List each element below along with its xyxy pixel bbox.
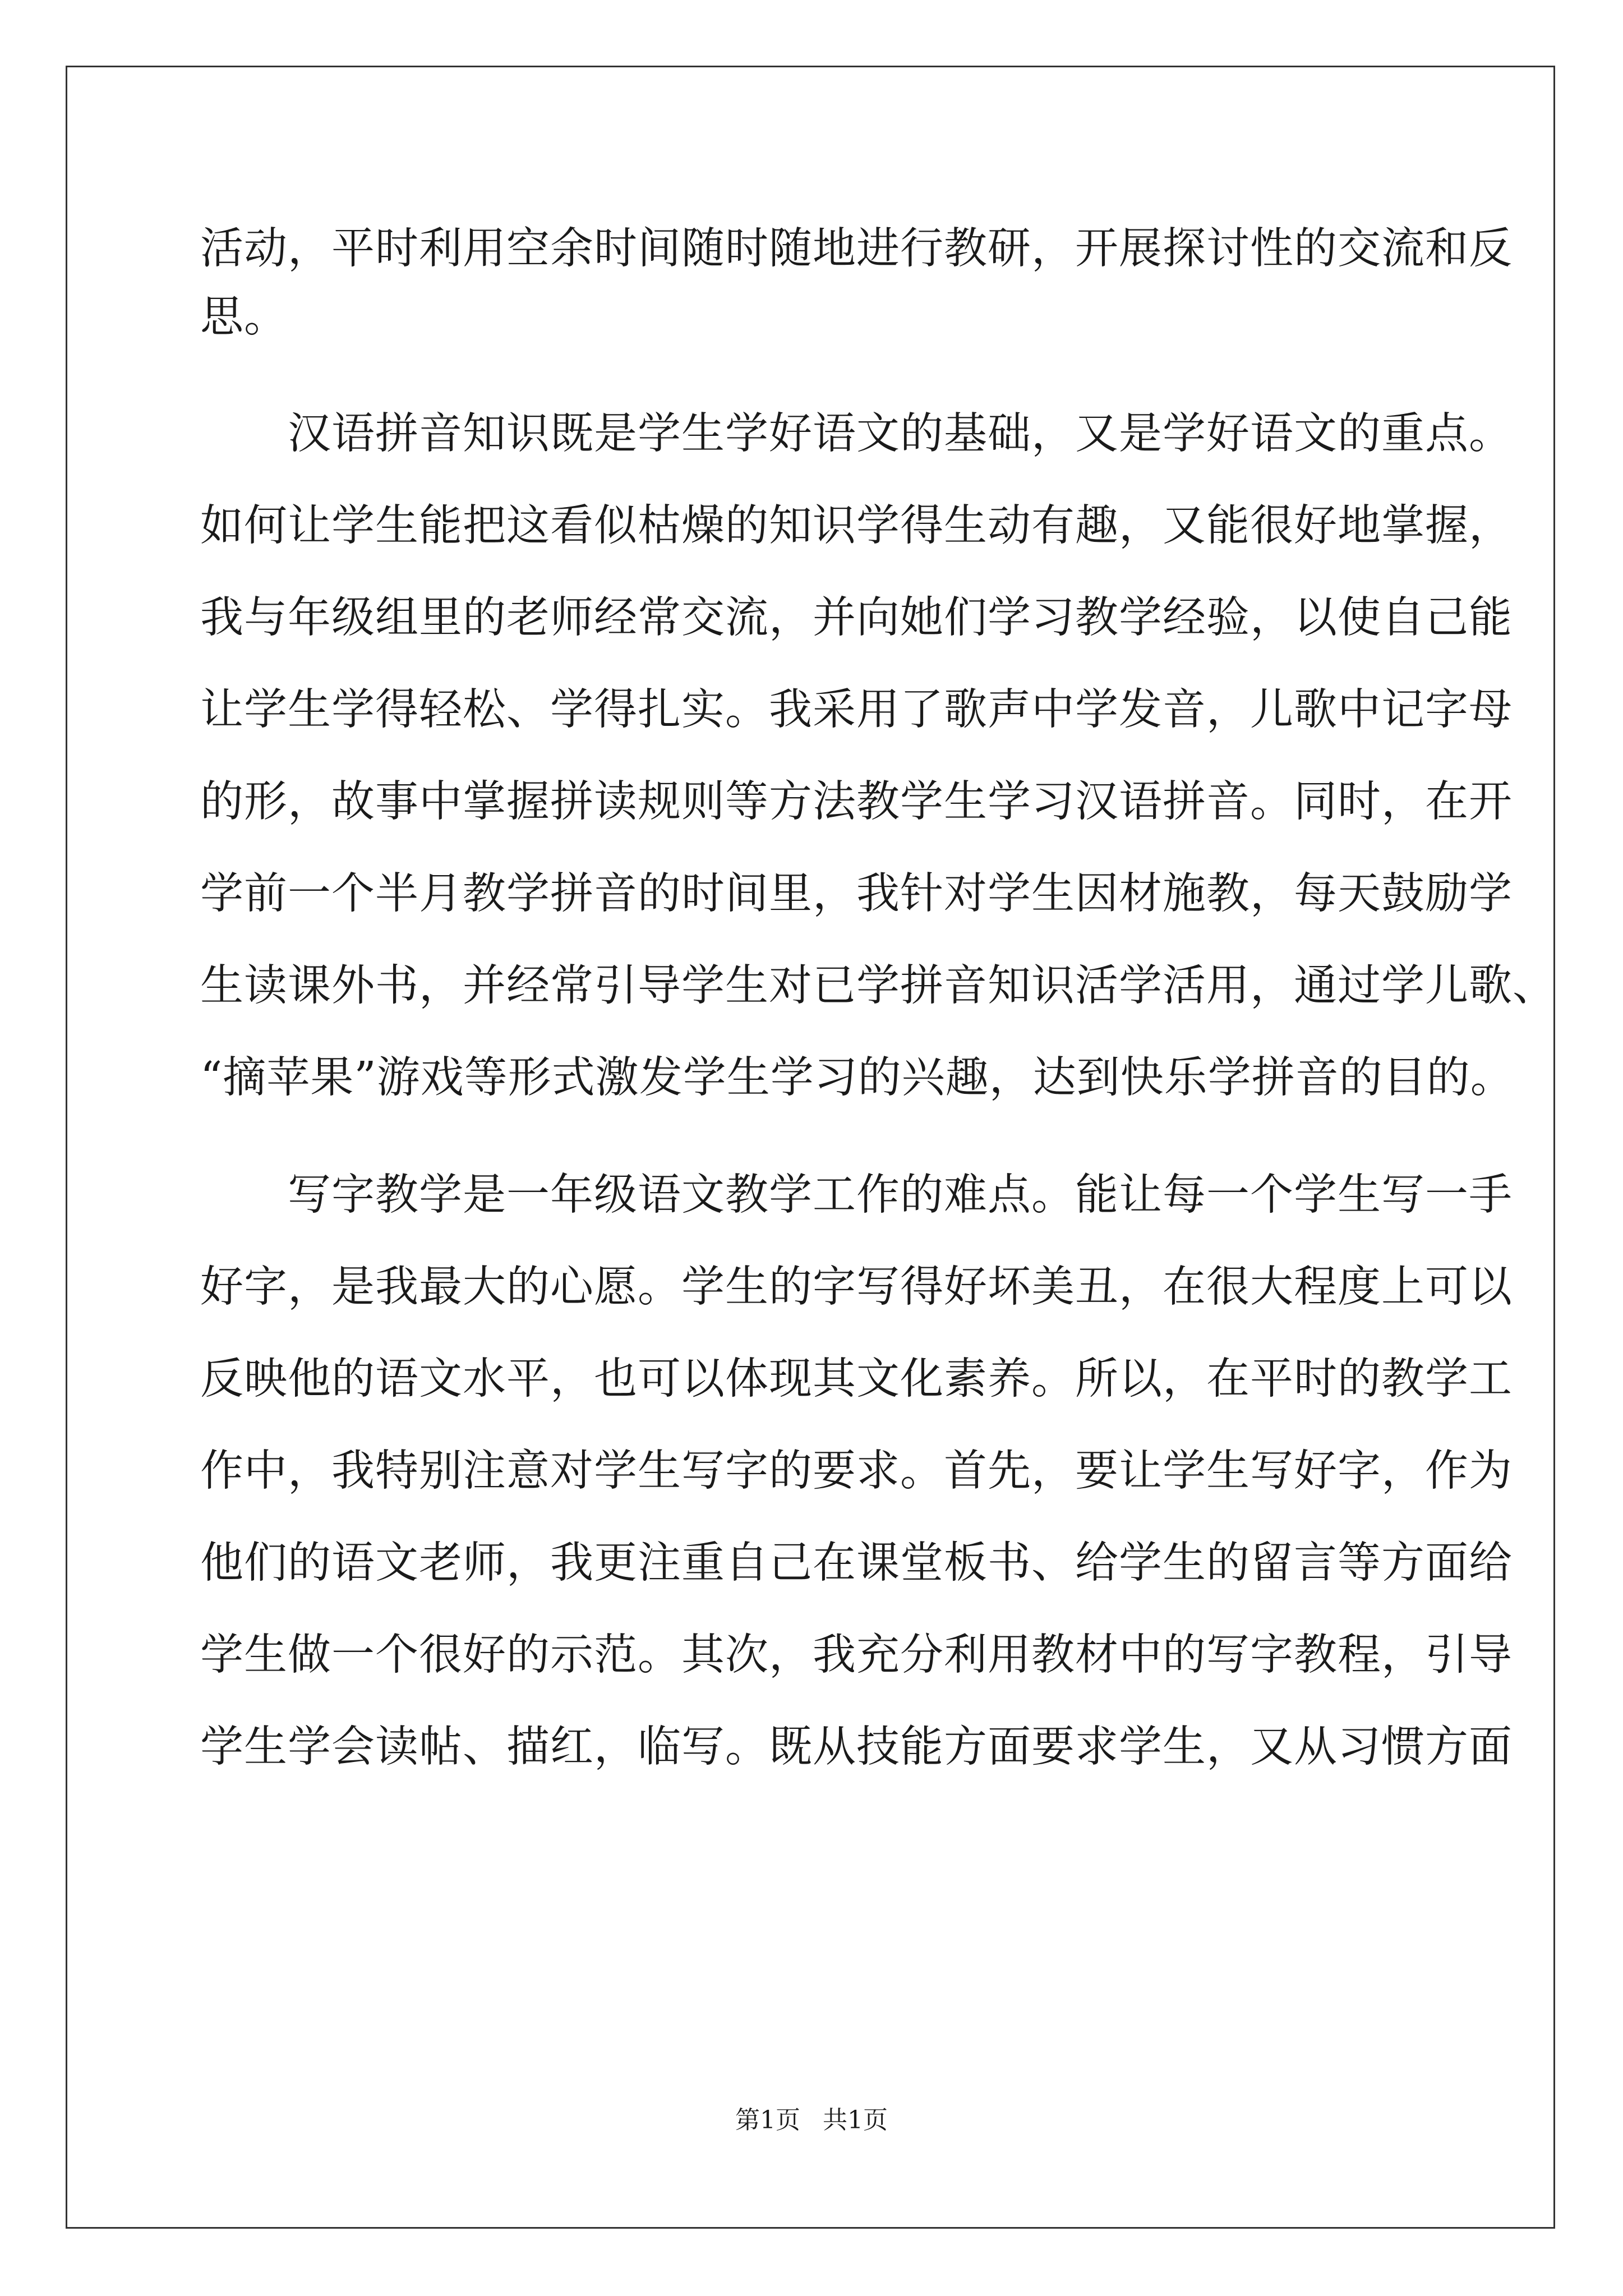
text-line: 学生学会读帖、描红，临写。既从技能方面要求学生，又从习惯方面: [200, 1722, 1513, 1772]
page-total: 共1页: [823, 2106, 888, 2134]
text-line: 让学生学得轻松、学得扎实。我采用了歌声中学发音，儿歌中记字母: [200, 685, 1513, 735]
text-line: “摘苹果”游戏等形式激发学生学习的兴趣，达到快乐学拼音的目的。: [200, 1053, 1514, 1103]
text-line: 作中，我特别注意对学生写字的要求。首先，要让学生写好字，作为: [200, 1446, 1513, 1496]
text-line: 生读课外书，并经常引导学生对已学拼音知识活学活用，通过学儿歌、: [200, 961, 1556, 1011]
text-line: 我与年级组里的老师经常交流，并向她们学习教学经验，以使自己能: [200, 593, 1513, 643]
page-footer: [0, 2104, 1623, 2137]
text-line: 的形，故事中掌握拼读规则等方法教学生学习汉语拼音。同时，在开: [200, 777, 1513, 827]
text-line: 思。: [200, 292, 288, 342]
text-line: 活动，平时利用空余时间随时随地进行教研，开展探讨性的交流和反: [200, 224, 1513, 274]
text-line: 写字教学是一年级语文教学工作的难点。能让每一个学生写一手: [200, 1170, 1513, 1220]
text-line: 反映他的语文水平，也可以体现其文化素养。所以，在平时的教学工: [200, 1354, 1513, 1404]
text-line: 好字，是我最大的心愿。学生的字写得好坏美丑，在很大程度上可以: [200, 1262, 1513, 1312]
text-line: 他们的语文老师，我更注重自己在课堂板书、给学生的留言等方面给: [200, 1538, 1513, 1588]
text-line: 如何让学生能把这看似枯燥的知识学得生动有趣，又能很好地掌握，: [200, 501, 1513, 551]
page-border: [66, 66, 1555, 2229]
text-line: 学前一个半月教学拼音的时间里，我针对学生因材施教，每天鼓励学: [200, 869, 1513, 919]
text-line: 汉语拼音知识既是学生学好语文的基础，又是学好语文的重点。: [200, 409, 1513, 459]
text-line: 学生做一个很好的示范。其次，我充分利用教材中的写字教程，引导: [200, 1630, 1513, 1680]
page-number: 第1页: [735, 2106, 800, 2134]
